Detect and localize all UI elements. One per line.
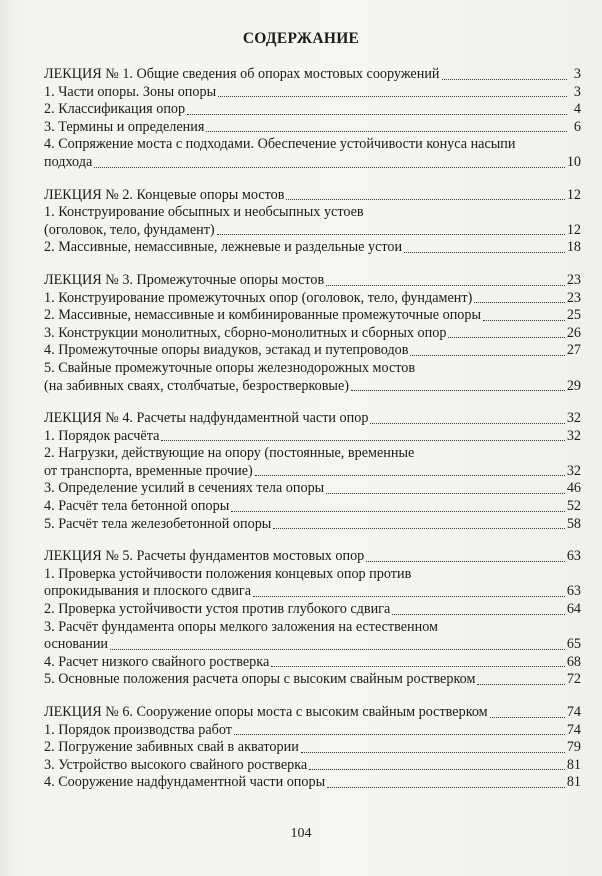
toc-entry-line: 2. Нагрузки, действующие на опору (постоянные, временные: [44, 445, 415, 462]
entry-title: 1. Конструирование промежуточных опор (оголовок, тело, фундамент): [44, 289, 473, 306]
entry-title: (на забивных сваях, столбчатые, безростверковые): [44, 377, 349, 394]
toc-entry: [44, 722, 581, 740]
dot-leader: [286, 199, 564, 200]
dot-leader: [271, 666, 565, 667]
entry-page: 3: [573, 83, 581, 100]
entry-page: 63: [566, 548, 581, 565]
lecture-heading: [44, 272, 581, 290]
entry-page: 32: [566, 410, 581, 427]
toc-entry: [44, 222, 581, 240]
entry-page: 23: [566, 289, 581, 306]
lecture-heading: [44, 410, 581, 428]
toc-entry: [44, 636, 581, 654]
dot-leader: [483, 320, 565, 321]
entry-page: 58: [566, 515, 581, 532]
entry-title: 1. Порядок производства работ: [44, 721, 232, 738]
toc-entry: [44, 601, 581, 619]
dot-leader: [187, 114, 567, 115]
entry-page: 12: [566, 221, 581, 238]
dot-leader: [255, 475, 565, 476]
dot-leader: [253, 596, 565, 597]
entry-title: 4. Расчёт тела бетонной опоры: [44, 498, 230, 515]
toc-entry-line: 3. Расчёт фундамента опоры мелкого заложения на естественном: [44, 618, 439, 635]
entry-title: 2. Массивные, немассивные и комбинированные промежуточные опоры: [44, 307, 482, 324]
toc-entry: [44, 154, 581, 172]
entry-title: ЛЕКЦИЯ № 3. Промежуточные опоры мостов: [44, 271, 325, 288]
toc-entry: [44, 480, 581, 498]
toc-section: [44, 272, 581, 395]
entry-title: 3. Конструкции монолитных, сборно-монолитных и сборных опор: [44, 324, 447, 341]
page-title: СОДЕРЖАНИЕ: [242, 30, 360, 47]
dot-leader: [410, 355, 564, 356]
entry-page: 3: [573, 66, 581, 82]
entry-page: 10: [566, 153, 581, 170]
dot-leader: [218, 96, 567, 97]
entry-title: ЛЕКЦИЯ № 6. Сооружение опоры моста с высоким свайным ростверком: [44, 704, 488, 720]
toc-entry: [44, 119, 581, 137]
dot-leader: [351, 390, 565, 391]
toc-section: [44, 704, 581, 792]
dot-leader: [231, 511, 565, 512]
dot-leader: [273, 528, 564, 529]
toc-entry: [44, 325, 581, 343]
entry-page: 81: [566, 774, 581, 791]
entry-page: 64: [566, 601, 581, 618]
toc-entry-line: 1. Проверка устойчивости положения концевых опор против: [44, 565, 412, 582]
toc-entry: [44, 342, 581, 360]
entry-title: 3. Устройство высокого свайного ростверка: [44, 756, 308, 773]
entry-title: 2. Проверка устойчивости устоя против глубокого сдвига: [44, 601, 391, 618]
toc-entry: [44, 378, 581, 396]
entry-page: 26: [566, 324, 581, 341]
dot-leader: [326, 493, 565, 494]
dot-leader: [161, 440, 564, 441]
entry-page: 32: [566, 462, 581, 479]
entry-title: (оголовок, тело, фундамент): [44, 221, 215, 238]
toc-section: [44, 548, 581, 689]
entry-page: 18: [566, 239, 581, 256]
dot-leader: [404, 252, 565, 253]
entry-title: ЛЕКЦИЯ № 5. Расчеты фундаментов мостовых опор: [44, 548, 365, 565]
entry-page: 81: [566, 756, 581, 773]
dot-leader: [309, 769, 565, 770]
dot-leader: [448, 337, 564, 338]
table-of-contents: [44, 66, 581, 807]
entry-page: 12: [566, 186, 581, 203]
toc-entry: [44, 774, 581, 792]
toc-entry: [44, 239, 581, 257]
toc-entry: [44, 583, 581, 601]
entry-page: 68: [566, 653, 581, 670]
entry-title: основании: [44, 636, 109, 653]
dot-leader: [490, 717, 565, 718]
entry-page: 74: [566, 721, 581, 738]
dot-leader: [474, 302, 565, 303]
entry-page: 63: [566, 583, 581, 600]
entry-title: опрокидывания и плоского сдвига: [44, 583, 252, 600]
dot-leader: [110, 649, 565, 650]
dot-leader: [392, 614, 565, 615]
entry-title: 4. Расчет низкого свайного ростверка: [44, 653, 270, 670]
toc-entry: [44, 654, 581, 672]
toc-entry: [44, 84, 581, 102]
entry-page: 4: [573, 101, 581, 118]
lecture-heading: [44, 66, 581, 84]
toc-entry-line: 1. Конструирование обсыпных и необсыпных устоев: [44, 204, 364, 221]
dot-leader: [370, 423, 564, 424]
dot-leader: [477, 684, 564, 685]
entry-page: 72: [566, 671, 581, 688]
toc-entry-line: 5. Свайные промежуточные опоры железнодорожных мостов: [44, 359, 416, 376]
entry-page: 46: [566, 480, 581, 497]
entry-title: 4. Промежуточные опоры виадуков, эстакад и путепроводов: [44, 342, 409, 359]
toc-entry: [44, 739, 581, 757]
toc-entry: [44, 671, 581, 689]
entry-page: 23: [566, 271, 581, 288]
entry-title: ЛЕКЦИЯ № 2. Концевые опоры мостов: [44, 186, 285, 203]
entry-page: 32: [566, 427, 581, 444]
toc-entry: [44, 101, 581, 119]
entry-title: 2. Погружение забивных свай в акватории: [44, 739, 299, 756]
toc-entry: [44, 757, 581, 775]
toc-entry: [44, 516, 581, 534]
dot-leader: [442, 79, 567, 80]
entry-title: 2. Классификация опор: [44, 101, 186, 118]
entry-title: 3. Термины и определения: [44, 118, 205, 135]
toc-entry: [44, 428, 581, 446]
dot-leader: [301, 752, 565, 753]
entry-page: 65: [566, 636, 581, 653]
entry-page: 52: [566, 498, 581, 515]
toc-entry: [44, 498, 581, 516]
entry-page: 27: [566, 342, 581, 359]
dot-leader: [326, 285, 565, 286]
entry-title: от транспорта, временные прочие): [44, 462, 253, 479]
dot-leader: [327, 787, 565, 788]
entry-page: 25: [566, 307, 581, 324]
dot-leader: [94, 167, 565, 168]
dot-leader: [206, 131, 567, 132]
entry-title: ЛЕКЦИЯ № 4. Расчеты надфундаментной части опор: [44, 410, 369, 427]
lecture-heading: [44, 548, 581, 566]
toc-section: [44, 66, 581, 172]
toc-entry: [44, 463, 581, 481]
dot-leader: [234, 734, 565, 735]
entry-page: 29: [566, 377, 581, 394]
entry-title: подхода: [44, 153, 93, 170]
dot-leader: [366, 561, 565, 562]
lecture-heading: [44, 187, 581, 205]
entry-title: 5. Расчёт тела железобетонной опоры: [44, 515, 272, 532]
entry-page: 79: [566, 739, 581, 756]
entry-page: 74: [566, 704, 581, 720]
entry-page: 6: [573, 118, 581, 135]
entry-title: ЛЕКЦИЯ № 1. Общие сведения об опорах мостовых сооружений: [44, 66, 440, 82]
toc-entry: [44, 290, 581, 308]
toc-entry: [44, 307, 581, 325]
entry-title: 1. Порядок расчёта: [44, 427, 160, 444]
dot-leader: [217, 234, 565, 235]
lecture-heading: [44, 704, 581, 722]
page-number: 104: [290, 826, 312, 841]
toc-entry-line: 4. Сопряжение моста с подходами. Обеспечение устойчивости конуса насыпи: [44, 136, 516, 153]
toc-section: [44, 410, 581, 533]
entry-title: 2. Массивные, немассивные, лежневые и раздельные устои: [44, 239, 403, 256]
toc-section: [44, 187, 581, 257]
entry-title: 3. Определение усилий в сечениях тела опоры: [44, 480, 325, 497]
entry-title: 1. Части опоры. Зоны опоры: [44, 83, 217, 100]
entry-title: 4. Сооружение надфундаментной части опоры: [44, 774, 326, 791]
entry-title: 5. Основные положения расчета опоры с высоким свайным ростверком: [44, 671, 476, 688]
